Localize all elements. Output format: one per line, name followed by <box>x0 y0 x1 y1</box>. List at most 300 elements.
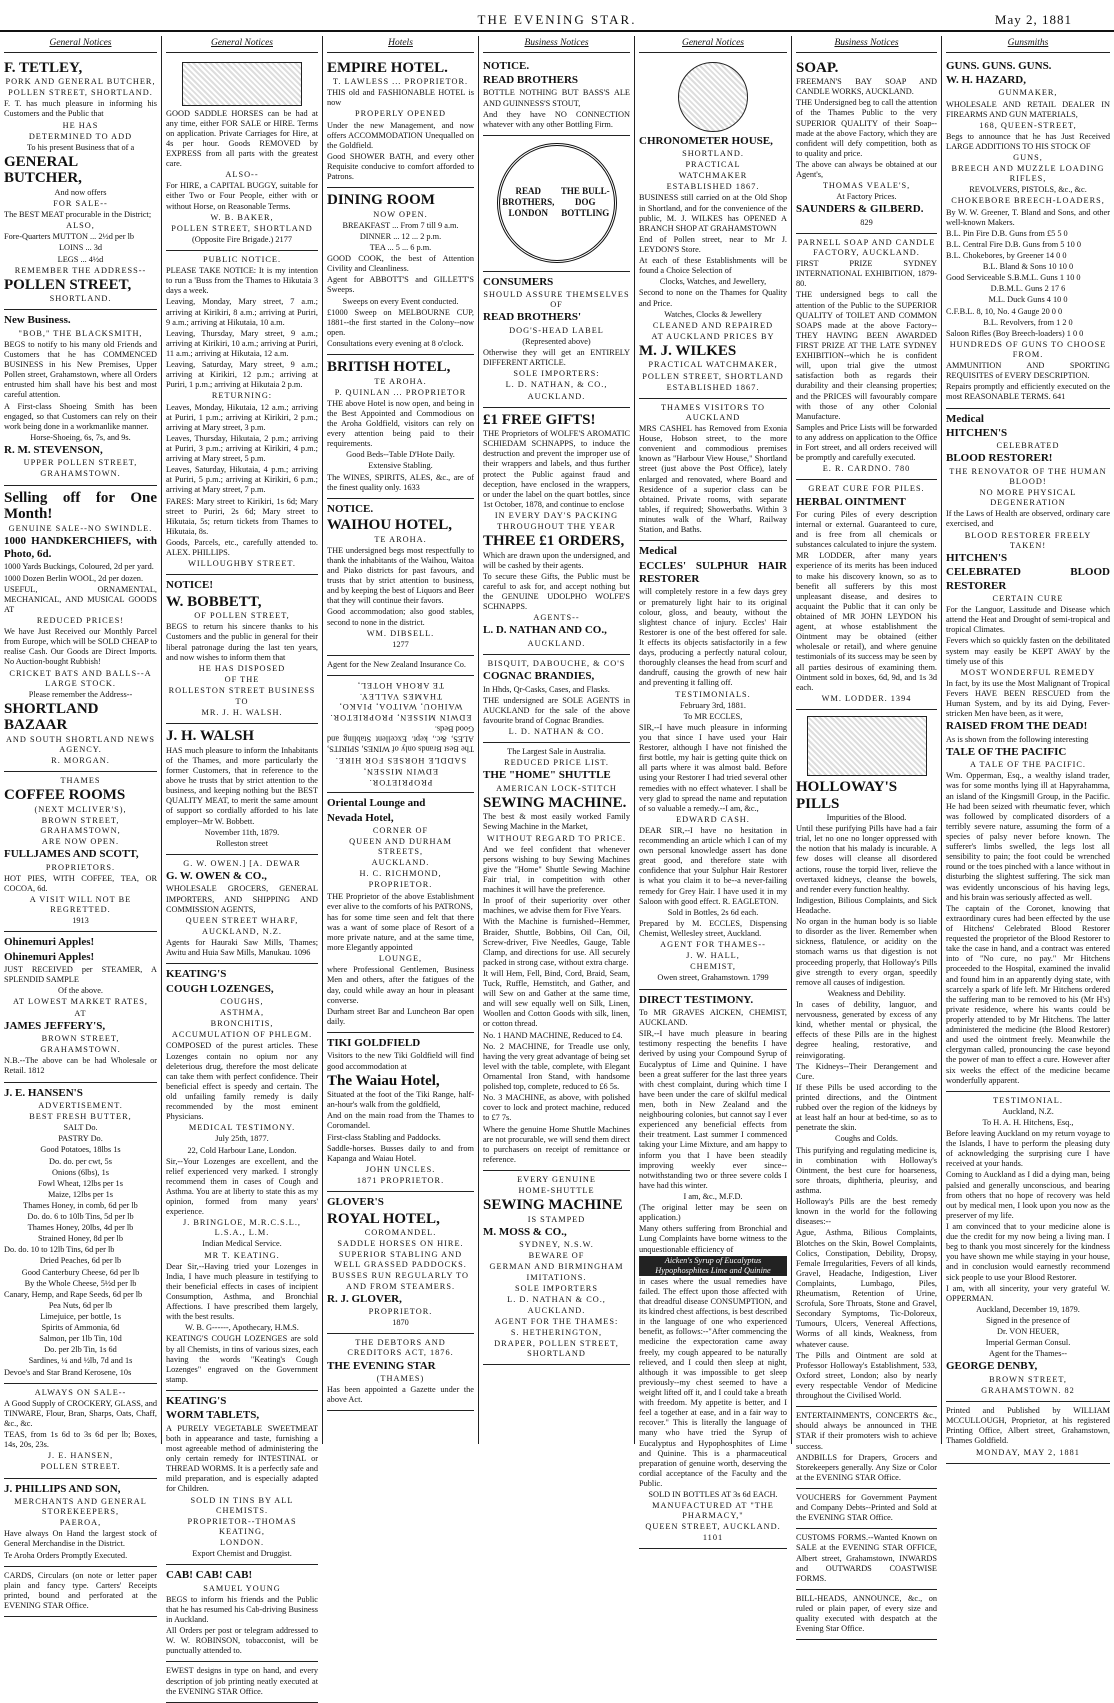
ad-text-line: TEAS, from 1s 6d to 3s 6d per lb; Boxes, 14s, 20s, 23s. <box>4 1430 157 1450</box>
advertisement-medical <box>639 541 787 989</box>
ad-text-line: BEST FRESH BUTTER, <box>29 1112 132 1122</box>
ad-text-line: GENERAL BUTCHER, <box>4 153 82 187</box>
advertisement-thames-visitors-to-auckland <box>639 399 787 541</box>
ad-text-line: The Waiau Hotel, <box>327 1072 440 1089</box>
advertisement-consumers <box>483 272 630 408</box>
ad-text-line: Spirits of Ammonia, 6d <box>41 1323 120 1333</box>
ad-text-line: PRACTICAL <box>685 160 741 170</box>
ad-text-line: R. M. STEVENSON, <box>4 443 103 456</box>
advertisement-british-hotel <box>327 355 474 499</box>
ad-text-line: Printed and Published by WILLIAM MCCULLOUGH, Proprietor, at his registered Printing Office, Albert street, Grahamstown, Thames Goldfield. <box>946 1406 1110 1446</box>
ad-text-line: THE "HOME" SHUTTLE <box>483 769 611 782</box>
ad-text-line: KEATING'S <box>166 968 227 981</box>
ad-text-line: End of Pollen street, near to Mr J. LEYDON'S Store. <box>639 234 787 254</box>
ad-text-line: COGNAC BRANDIES, <box>483 670 595 683</box>
ad-text-line: A Good Supply of CROCKERY, GLASS, and TINWARE, Flour, Bran, Sharps, Oats, Chaff, &c., &c. <box>4 1398 157 1429</box>
ad-text-line: HUNDREDS OF GUNS TO CHOOSE FROM. <box>949 339 1107 360</box>
ad-text-line: SHORTLAND. <box>682 148 744 158</box>
ad-text-line: To MR ECCLES, <box>683 711 743 721</box>
ad-text-line: CRICKET BATS AND BALLS--A LARGE STOCK. <box>9 668 152 688</box>
ad-text-line: GUNS. GUNS. GUNS. <box>946 59 1052 72</box>
ad-text-line: D.B.M.L. Guns 2 17 6 <box>990 284 1066 294</box>
ad-text-line: BLOOD RESTORER! <box>946 452 1053 465</box>
ad-text-line: CELEBRATED <box>996 441 1060 451</box>
ad-text-line: REMEMBER THE ADDRESS-- <box>14 265 147 275</box>
ad-text-line: Nevada Hotel, <box>327 811 394 824</box>
advertisement-every-genuine <box>483 1171 630 1365</box>
ad-text-line: DETERMINED TO ADD <box>28 131 133 141</box>
ad-text-line: ANDBILLS for Drapers, Grocers and Storekeepers generally. Any Size or Color at the EVENING STAR Office. <box>796 1452 937 1482</box>
ad-text-line: CHRONOMETER HOUSE, <box>639 134 773 147</box>
ad-text-line: The Kidneys--Their Derangement and Cure. <box>796 1061 937 1081</box>
ad-text-line: BEGS to inform his friends and the Public that he has resumed his Cab-driving Business in Auckland. <box>166 1594 318 1624</box>
ad-text-line: HE HAS <box>62 120 99 130</box>
ad-text-line: The captain of the Coronet, knowing that extraordinary cures had been effected by the use of Hitchens' Celebrated Blood Restorer requested the proprietor of the Blood Restorer to take the case in hand, and a contract was entered into of "No cure, no pay." Mr Hitchens proceeded to the Hospital, examined the invalid and found him in an apparently dying state, with scarcely a spark of life left. Mr Hitchens ordered the suffering man to be removed to his (Mr H's) private residence, where his wants could be properly attended to by Mr Hitchens. The latter administered the medicine (the Blood Restorer) and used the ointment freely. Meanwhile the clergyman called, pronouncing the case beyond the power of man to effect a cure. However after six weeks the effect of the medicine became wonderfully apparent. <box>946 903 1110 1085</box>
ad-text-line: 829 <box>860 217 873 227</box>
ad-text-line: G. W. OWEN & CO., <box>166 869 267 882</box>
ad-text-line: PROPRIETOR. <box>368 778 433 788</box>
ad-text-line: PROPERLY OPENED <box>354 109 447 119</box>
ad-text-line: 1000 Dozen Berlin WOOL, 2d per dozen. <box>4 573 144 583</box>
advertisement-ewest-designs-in-type-on-hand-an <box>166 1662 318 1702</box>
ad-text-line: THOMAS VEALE'S, <box>822 181 911 191</box>
advertisement-parnell-soap-and-candle-factory- <box>796 234 937 481</box>
ad-text-line: AT LOWEST MARKET RATES, <box>12 997 148 1007</box>
ad-text-line: NOW OPEN. <box>373 209 428 219</box>
ad-text-line: DRAPER, POLLEN STREET, SHORTLAND <box>494 1339 619 1359</box>
advertisement-g-w-owen-a-dewar <box>166 855 318 964</box>
ad-text-line: B.L. Pin Fire D.B. Guns from £5 5 0 <box>946 228 1068 238</box>
ad-text-line: BUSINESS still carried on at the Old Shop in Shortland, and for the convenience of the public, M. J. WILKES has OPENED A BRANCH SHOP AT GRAHAMSTOWN <box>639 193 787 233</box>
ad-text-line: NOTICE. <box>327 502 374 515</box>
advertisement-guns-guns-guns <box>946 56 1110 409</box>
advertisement-glover-s <box>327 1192 474 1334</box>
ad-text-line: In Hhds, Qr-Casks, Cases, and Flasks. <box>483 684 610 694</box>
ad-text-line: Selling off for One Month! <box>4 489 157 523</box>
ad-text-line: SUPERIOR STABLING AND WELL GRASSED PADDOCKS. <box>334 1250 467 1270</box>
ad-text-line: Pea Nuts, 6d per lb <box>48 1300 113 1310</box>
watch-face-illustration <box>678 62 748 132</box>
ad-text-line: MRS CASHEL has Removed from Exonia House, Hobson street, to the more convenient and commodious premises known as "Harbour View House," Shortland street (just above the Post Office), lately enlarged and renovated, where Board and Residence of a superior class can be obtained. Private rooms, with separate tables, if required; Showerbaths. Within 3 minutes walk of the Wharf, Railway Station, and Baths. <box>639 424 787 535</box>
ad-text-line: GRAHAMSTOWN. <box>40 469 121 479</box>
ad-text-line: BILL-HEADS, ANNOUNCE, &c., on ruled or plain paper, of every size and quality executed with despatch at the Evening Star Office. <box>796 1593 937 1634</box>
ad-text-line: Fowl Wheat, 12lbs per 1s <box>38 1178 123 1188</box>
ad-text-line: First-class Stabling and Paddocks. <box>327 1132 441 1142</box>
ad-text-line: BOTTLE NOTHING BUT BASS'S ALE AND GUINNESS'S STOUT, <box>483 88 630 108</box>
ad-text-line: ALWAYS ON SALE-- <box>34 1387 127 1397</box>
ad-text-line: For HIRE, a CAPITAL BUGGY, suitable for either Two or Four People, either with or without Horse, on Reasonable Terms. <box>166 181 318 211</box>
ad-text-line: T. LAWLESS ... PROPRIETOR. <box>332 77 469 87</box>
ad-text-line: CORNER OF <box>372 825 429 835</box>
column-general-notices-3 <box>635 38 791 1542</box>
advertisement-notice <box>327 499 474 656</box>
ad-text-line: PORK AND GENERAL BUTCHER, <box>5 77 156 87</box>
ad-text-line: OF THE <box>224 674 260 684</box>
ad-text-line: ARE NOW OPEN. <box>41 837 120 847</box>
ad-text-line: THE DEBTORS AND CREDITORS ACT, 1876. <box>347 1338 454 1358</box>
advertisement-tiki-goldfield <box>327 1033 474 1192</box>
ad-text-line: MR. J. H. WALSH. <box>201 708 283 718</box>
ad-text-line: FULLJAMES AND SCOTT, <box>4 848 139 861</box>
ad-text-line: Saddle-horses. Busses daily to and from Kapanga and Waiau Hotel. <box>327 1143 474 1163</box>
ad-text-line: THIS old and FASHIONABLE HOTEL is now <box>327 88 474 108</box>
ad-text-line: Clocks, Watches, and Jewellery, <box>659 277 767 287</box>
ad-text-line: Medical <box>946 412 984 425</box>
ad-text-line: HOT PIES, WITH COFFEE, TEA, OR COCOA, 6d. <box>4 873 157 893</box>
column-heading: Hotels <box>327 38 474 53</box>
advertisement-new-business <box>4 310 157 485</box>
ad-text-line: BROWN STREET, <box>41 1034 120 1044</box>
ad-text-line: GUNS, <box>1013 153 1043 163</box>
ad-text-line: BROWN STREET, <box>989 1374 1067 1384</box>
issue-date: May 2, 1881 <box>994 12 1072 27</box>
ad-text-line: SALT Do. <box>63 1123 98 1133</box>
ad-text-line: Leaving, Saturday, Mary street, 9 a.m.; arriving at Kirikiri, 12 p.m.; arriving at Puriri, 1 p.m.; arriving at Hikutaia 2 p.m. <box>166 360 318 390</box>
ad-text-line: AUCKLAND. <box>527 638 586 648</box>
ad-text-line: THE undersigned begs most respectfully to thank the inhabitants of the Waihou, Waitoa and Piako districts for past favours, and trusts that by strict attention to business, and by keeping the best of Liquors and Beer that they will continue their favors. <box>327 545 474 606</box>
ad-text-line: NOTICE. <box>483 59 530 72</box>
advertisement-selling-off-for-one-month <box>4 486 157 773</box>
ad-text-line: BEWARE OF <box>528 1251 585 1261</box>
ad-text-line: ROYAL HOTEL, <box>327 1210 440 1227</box>
advertisement-read-brothers-london <box>483 136 630 272</box>
ad-text-line: As is shown from the following interesting <box>946 734 1089 744</box>
ad-text-line: AUCKLAND. <box>371 858 430 868</box>
ad-text-line: The Best Brands only of WINES, SPIRITS, ALES, &c., kept. Excellent Stabling and Good Beds. <box>327 724 474 754</box>
ad-text-line: Wm. Opperman, Esq., a wealthy island trader, was for some months lying ill at Hapyrahamma, an island of the Kingsmill Group, in the Pacific. He had been seized with rheumatic fever, which was followed by complicated disorders of a terribly severe nature, assuming the form of a species of palsy never before known. The sufferer's limbs swelled, the legs lost all sensibility to pain; the foot could be wrenched round or the toes pinched with a lance without in disturbing the slightest suffering. The sick man was evidently unconscious of his having legs, and his brain was seriously affected as well. <box>946 771 1110 902</box>
ad-text-line: GERMAN AND BIRMINGHAM IMITATIONS. <box>489 1262 624 1282</box>
ad-text-line: This purifying and regulating medicine is, in combination with Holloway's Ointment, the best cure for hoarseness, sore throats, diphtheria, pleurisy, and asthma. <box>796 1145 937 1195</box>
ad-text-line: 22, Cold Harbour Lane, London. <box>187 1145 297 1155</box>
ad-text-line: HITCHEN'S <box>946 426 1008 439</box>
column-gunsmiths <box>942 38 1114 1457</box>
ad-text-line: SADDLE HORSES FOR HIRE. <box>334 755 467 765</box>
ad-text-line: Signed in the presence of <box>986 1316 1070 1326</box>
ad-text-line: THE undersigned are SOLE AGENTS in AUCKLAND for the sale of the above favourite brand of Cognac Brandies. <box>483 695 630 725</box>
ad-text-line: Begs to announce that he has Just Received LARGE ADDITIONS TO HIS STOCK OF <box>946 131 1110 151</box>
ad-text-line: Leaves, Thursday, Hikutaia, 2 p.m.; arriving at Puriri, 3 p.m.; arriving at Kirikiri, 4 p.m.; arriving at Mary street, 5 p.m. <box>166 433 318 464</box>
ad-text-line: 1870 <box>392 1318 409 1328</box>
ad-text-line: in cases where the usual remedies have failed. The effect upon those affected with that dreadful disease CONSUMPTION, and its kindred chest affections, is best described in the language of one who experienced benefit, as follows:--"After commencing the medicine the expectoration came away freely, my cough appeared to be naturally relieved, and I could then sleep at night, although it was impossible to get sleep previously--my chest seemed to have a weight lifted off it, and I could take a breath with freedom. My appetite is better, and I feel a together at ease, and in a fair way to recover." This is literally the language of many who have tried the Syrup of Eucalyptus and Hypophosphites of Lime and Quinine. This is a pharmaceutical preparation of genuine worth, deserving the cordial acceptance of the Faculty and the Public. <box>639 1276 787 1489</box>
ad-text-line: Watches, Clocks & Jewellery <box>664 309 762 319</box>
ad-text-line: EWEST designs in type on hand, and every description of job printing neatly executed at the EVENING STAR Office. <box>166 1666 318 1696</box>
advertisement-soap <box>796 56 937 234</box>
ad-text-line: THE above Hotel is now open, and being in the Best Appointed and Commodious on the Aroha Goldfield, visitors can rely on every attention being paid to their requirements. <box>327 398 474 449</box>
ad-text-line: CAB! CAB! CAB! <box>166 1569 253 1582</box>
ad-text-line: MR T. KEATING. <box>204 1250 280 1260</box>
ad-text-line: SOLD IN TINS BY ALL CHEMISTS. <box>190 1495 294 1515</box>
ad-text-line: S. HETHERINGTON, <box>510 1328 603 1338</box>
ad-text-line: WHOLESALE AND RETAIL DEALER IN FIREARMS AND GUN MATERIALS, <box>946 99 1110 119</box>
ad-text-line: CHOKEBORE BREECH-LOADERS, <box>951 196 1105 206</box>
ad-text-line: If these Pills be used according to the printed directions, and the Ointment rubbed over the region of the kidneys by at least half an hour at bed-time, so as to penetrate the skin. <box>796 1082 937 1133</box>
ad-text-line: In cases of debility, languor, and nervousness, generated by excess of any kind, whether mental or physical, the effects of these Pills are in the highest degree healing, restorative, and reinvigorating. <box>796 999 937 1060</box>
ad-text-line: I am, &c., M.F.D. <box>683 1191 743 1201</box>
column-general-notices-1 <box>0 38 161 1610</box>
ad-text-line: No. 3 MACHINE, as above, with polished cover to lock and protect machine, reduced to £7 7s. <box>483 1093 630 1123</box>
ad-text-line: NO MORE PHYSICAL DEGENERATION <box>979 488 1077 508</box>
ad-text-line: THE undersigned begs to call the attention of the Public to the SUPERIOR QUALITY of TOILET AND COMMON SOAPS made at the above Factory--THEY HAVING BEEN AWARDED FIRST PRIZE AT THE LATE SYDNEY EXHIBITION--which he is confident will, upon trial give the utmost satisfaction both as regards their durability and their cleansing properties; and the PRICES will favourably compare with those of any other Colonial Manufacture. <box>796 290 937 421</box>
ad-text-line: THE Proprietor of the above Establishment ever alive to the comforts of his PATRONS, <box>327 891 474 911</box>
ad-text-line: CARDS, Circulars (on note or letter paper plain and fancy type. Carters' Receipts printed, bound and perforated at the EVENING STAR Office. <box>4 1570 157 1610</box>
ad-text-line: F. T. has much pleasure in informing his Customers and the Public that <box>4 99 157 119</box>
ad-text-line: No. 2 MACHINE, for Treadle use only, having the very great advantage of being set level with the table, complete, with Elegant Ornamental Iron Stand, with handsome polished top, complete, reduced to £6 5s. <box>483 1041 630 1092</box>
ad-text-line: READ BROTHERS' <box>483 311 582 324</box>
ad-text-line: PUBLIC NOTICE. <box>202 255 282 264</box>
ad-text-line: "BOB," THE BLACKSMITH, <box>18 328 143 338</box>
advertisement-f-tetley <box>4 56 157 311</box>
ad-text-line: R. J. GLOVER, <box>327 1292 402 1305</box>
ad-text-line: AT <box>74 1008 87 1018</box>
ad-text-line: FOR SALE-- <box>53 198 108 208</box>
ad-text-line: POLLEN STREET, <box>4 276 132 293</box>
ad-text-line: Ohinemuri Apples! <box>4 950 95 963</box>
ad-text-line: AMERICAN LOCK-STITCH <box>496 783 617 793</box>
ad-text-line: Do. do. 6 to 10lb Tins, 5d per lb <box>27 1212 134 1222</box>
ad-text-line: No organ in the human body is so liable to disorder as the liver. Remember when sickness, flatulence, or acidity on the stomach warns us that digestion is not proceeding properly, that Holloway's Pills give strength to every organ, speedily remove all causes of indigestion. <box>796 917 937 987</box>
ad-text-line: CONSUMERS <box>483 275 554 288</box>
ad-text-line: HOLLOWAY'S PILLS <box>796 779 898 812</box>
advertisement-thames <box>4 772 157 932</box>
advertisement-keating-s <box>166 1391 318 1565</box>
advertisement-notice <box>483 56 630 136</box>
ad-text-line: WILLOUGHBY STREET. <box>188 559 296 569</box>
column-heading: Gunsmiths <box>946 38 1110 53</box>
ad-text-line: 1871 PROPRIETOR. <box>356 1176 445 1185</box>
ad-text-line: AND SOUTH SHORTLAND NEWS AGENCY. <box>5 734 156 755</box>
ad-text-line: GLOVER'S <box>327 1196 384 1209</box>
ad-text-line: Devoe's and Star Brand Kerosene, 10s <box>4 1367 132 1377</box>
seal-text: THE BULL-DOG BOTTLING <box>560 186 610 219</box>
ad-text-line: NOTICE! <box>166 579 214 592</box>
ad-text-line: WM. DIBSELL. <box>366 628 435 638</box>
ad-text-line: B.L. Bland & Sons 10 10 0 <box>982 262 1074 272</box>
ad-text-line: Auckland, N.Z. <box>1002 1106 1054 1116</box>
ad-text-line: BEGS to notify to his many old Friends and Customers that he has COMMENCED BUSINESS in his New Premises, Upper Pollen street, Grahamstown, where all Orders entrusted him shall have his best and most careful attention. <box>4 339 157 400</box>
ad-text-line: F. TETLEY, <box>4 59 83 76</box>
ad-text-line: TEA ... 5 ... 6 p.m. <box>369 243 432 252</box>
ad-text-line: N.B.--The above can be had Wholesale or Retail. 1812 <box>4 1056 157 1076</box>
ad-text-line: Sweeps on every Event conducted. <box>342 296 459 306</box>
ad-text-line: COFFEE ROOMS <box>4 787 126 804</box>
ad-text-line: With the Machine is furnished--Hemmer, Braider, Shuttle, Bobbins, Oil Can, Oil, Screw-driver, Five Needles, Gauge, Table Clamp, and directions for use. All securely packed in strong case, without extra charge. <box>483 917 630 967</box>
ad-text-line: £1000 Sweep on MELBOURNE CUP, 1881--the first started in the Colony--now open. <box>327 307 474 337</box>
ad-text-line: PROPRIETOR--THOMAS KEATING, <box>187 1516 297 1536</box>
ad-text-line: J. E. HANSEN'S <box>4 1086 83 1099</box>
ad-text-line: The Pills and Ointment are sold at Professor Holloway's Establishment, 533, Oxford street, London; also by nearly every respectable Vendor of Medicine throughout the Civilised World. <box>796 1350 937 1401</box>
ad-text-line: Agent for ABBOTT'S and GILLETT'S Sweeps. <box>327 275 474 295</box>
ad-text-line: Visitors to the new Tiki Goldfield will find good accommodation at <box>327 1051 474 1071</box>
ad-text-line: JAMES JEFFERY'S, <box>4 1019 106 1032</box>
ad-text-line: Otherwise they will get an ENTIRELY DIFFERENT ARTICLE. <box>483 348 630 368</box>
ad-text-line: WHOLESALE GROCERS, GENERAL IMPORTERS, AND SHIPPING AND COMMISSION AGENTS, <box>166 884 318 914</box>
ad-text-line: Ague, Asthma, Bilious Complaints, Blotches on the Skin, Bowel Complaints, Colics, Constipation, Debility, Dropsy, Female Irregularities, Fevers of all kinds, Gravel, Headache, Indigestion, Liver Complaints, Lumbago, Piles, Rheumatism, Retention of Urine, Scrofula, Sore Throats, Stone and Gravel, Secondary Symptoms, Tic-Doloreux, Tumours, Ulcers, Venereal Affections, Worms of all kinds, Weakness, from whatever cause. <box>796 1228 937 1349</box>
ad-text-line: Leaving, Monday, Mary street, 7 a.m.; arriving at Kirikiri, 8 a.m.; arriving at Puriri, 9 a.m.; arriving at Hikutaia, 10 a.m. <box>166 297 318 327</box>
advertisement-1-free-gifts <box>483 408 630 655</box>
ad-text-line: POLLEN STREET, SHORTLAND. <box>8 88 153 98</box>
ad-text-line: Dear Sir,--Having tried your Lozenges in India, I have much pleasure in testifying to their beneficial effects in cases of incipient Consumption, Asthma, and Bronchial Affections. I have prescribed them largely, with the best results. <box>166 1261 318 1322</box>
advertisement-entertainments-concerts-c-should <box>796 1407 937 1489</box>
ad-text-line: Fevers which so quickly fasten on the debilitated system may easily be KEPT AWAY by the timely use of this <box>946 636 1110 666</box>
ad-text-line: MANUFACTURED AT "THE PHARMACY," <box>652 1501 774 1521</box>
ad-text-line: REDUCED PRICES! <box>36 616 125 626</box>
masthead-rule <box>0 30 1114 32</box>
ad-text-line: GREAT CURE FOR PILES. <box>808 484 925 494</box>
advertisement-chronometer-house <box>639 56 787 399</box>
ad-text-line: Sir,--Your Lozenges are excellent, and the relief experienced very marked. I strongly recommend them in cases of Cough and Asthma. You are at liberty to state this as my opinion, formed from many years' experience. <box>166 1156 318 1217</box>
ad-text-line: W. B. BAKER, <box>210 212 274 222</box>
column-heading: Business Notices <box>483 38 630 53</box>
advertisement-testimonial <box>946 1092 1110 1402</box>
advertisement-agent-for-the-new-zealand-insura <box>327 656 474 676</box>
ad-text-line: Sold in Bottles, 2s 6d each. <box>667 907 759 917</box>
ad-text-line: G. W. OWEN.] [A. DEWAR <box>183 858 301 868</box>
ad-text-line: EDWIN MISSEN, <box>362 767 439 776</box>
ad-text-line: AUCKLAND, N.Z. <box>202 926 282 936</box>
ad-text-line: SYDNEY, N.S.W. <box>519 1240 594 1250</box>
ad-text-line: L. D. NATHAN AND CO., <box>483 624 607 637</box>
ad-text-line: DEAR SIR,--I have no hesitation in recommending an article which I can of my own personal knowledge assert has done great good, and therefore state with confidence that your Sulphur Hair Restorer is what you claim it to be--a never-failing remedy for Grey Hair. I have used it in my Saloon with good effect. R. EAGLETON. <box>639 825 787 906</box>
ad-text-line: Sardines, ¼ and ½lb, 7d and 1s <box>28 1356 133 1366</box>
ad-text-line: Limejuice, per bottle, 1s <box>40 1312 121 1322</box>
advertisement-the-debtors-and-creditors-act-18 <box>327 1334 474 1411</box>
ad-text-line: I am, with all sincerity, your very grateful W. OPPERMAN. <box>946 1283 1110 1303</box>
seal-text: READ BROTHERS, LONDON <box>502 186 555 219</box>
ad-text-line: Leaves, Monday, Hikutaia, 12 a.m.; arriving at Puriri, 1 p.m.; arriving at Kirikiri, 2 p.m.; arriving at Mary street, 3 p.m. <box>166 402 318 432</box>
advertisement-oriental-lounge-and <box>327 793 474 1033</box>
ad-text-line: Holloway's Pills are the best remedy known in the world for the following diseases:-- <box>796 1197 937 1227</box>
ad-text-line: If the Laws of Health are observed, ordinary care exercised, and <box>946 509 1110 529</box>
ad-text-line: SEWING MACHINE <box>483 1197 623 1214</box>
advertisement-j-e-hansen-s <box>4 1083 157 1384</box>
ad-text-line: Leaves, Saturday, Hikutaia, 4 p.m.; arriving at Puriri, 5 p.m.; arriving at Kirikiri, 6 p.m.; arriving at Mary street, 7 p.m. <box>166 465 318 495</box>
ad-text-line: PROPRIETORS. <box>45 862 116 872</box>
ad-text-line: SADDLE HORSES ON HIRE. <box>337 1239 464 1249</box>
ad-text-line: DINNER ... 12 ... 2 p.m. <box>359 231 442 241</box>
ad-text-line: E. R. CARDNO. 780 <box>822 464 911 474</box>
advertisement-medical <box>946 409 1110 1092</box>
ad-text-line: SOLE IMPORTERS <box>515 1283 598 1293</box>
ad-text-line: A First-class Shoeing Smith has been engaged, so that Customers can rely on their work being done in a workmanlike manner. <box>4 401 157 431</box>
ad-text-line: CUSTOMS FORMS.--Wanted Known on SALE at the EVENING STAR OFFICE, Albert street, Grahamstown, INWARDS and OUTWARDS COASTWISE FORMS. <box>796 1533 937 1583</box>
ad-text-line: Export Chemist and Druggist. <box>192 1549 292 1559</box>
ad-text-line: Coughs and Colds. <box>835 1134 898 1144</box>
masthead <box>0 0 1114 34</box>
ad-text-line: QUEEN STREET, AUCKLAND. 1101 <box>645 1522 781 1542</box>
ad-text-line: GUNMAKER, <box>998 88 1058 98</box>
column-heading: General Notices <box>166 38 318 53</box>
ad-text-line: ESTABLISHED 1867. <box>666 182 760 192</box>
column-hotels <box>323 38 478 1443</box>
advertisement-direct-testimony <box>639 990 787 1549</box>
ad-text-line: ACCUMULATION OF PHLEGM. <box>171 1030 313 1040</box>
ad-text-line: M.L. Duck Guns 4 10 0 <box>988 295 1068 305</box>
ad-text-line: Agent for the New Zealand Insurance Co. <box>327 659 466 669</box>
ad-text-line: Coming to Auckland as I did a dying man, being palsied and generally unconscious, and bearing from others that no hope of recovery was held out by medical men, I look upon you now as the preserver of my life. <box>946 1170 1110 1220</box>
ad-text-line: ADVERTISEMENT. <box>38 1100 123 1110</box>
ad-text-line: Te Aroha Orders Promptly Executed. <box>4 1550 128 1560</box>
ad-text-line: Indigestion, Bilious Complaints, and Sick Headache. <box>796 895 937 915</box>
ad-text-line: KEATING'S <box>166 1395 227 1408</box>
ad-text-line: PARNELL SOAP AND CANDLE FACTORY, AUCKLAND. <box>797 237 936 258</box>
ad-text-line: MONDAY, MAY 2, 1881 <box>976 1447 1080 1457</box>
ad-text-line: HOME-SHUTTLE <box>518 1186 595 1196</box>
ad-text-line: B.L. Revolvers, from 1 2 0 <box>983 317 1073 327</box>
ad-text-line: Do. per 2lb Tin, 1s 6d <box>44 1345 117 1355</box>
ad-text-line: Thames Honey, 20lbs, 4d per lb <box>27 1223 134 1233</box>
ad-text-line: Ohinemuri Apples! <box>4 936 95 949</box>
advertisement-printed-and-published-by-william <box>946 1402 1110 1464</box>
ad-text-line: Maize, 12lbs per 1s <box>48 1189 113 1199</box>
ad-text-line: ESTABLISHED 1867. <box>666 382 760 392</box>
ad-text-line: R. MORGAN. <box>51 756 110 766</box>
ad-text-line: Extensive Stabling. <box>368 461 433 471</box>
ad-text-line: Good Serviceable S.B.M.L. Guns 1 10 0 <box>946 273 1081 283</box>
advertisement-cab-cab-cab <box>166 1565 318 1662</box>
advertisement-holloway-s-pills <box>796 710 937 1407</box>
ad-text-line: W. BOBBETT, <box>166 593 262 610</box>
ad-text-line: AGENTS-- <box>533 613 580 623</box>
ad-text-line: Good Potatoes, 18lbs 1s <box>40 1145 121 1155</box>
column-business-notices-1 <box>479 38 634 1443</box>
ad-text-line: QUEEN STREET WHARF, <box>185 915 299 925</box>
ad-text-line: (NEXT MCLIVER'S), <box>34 804 127 814</box>
ad-text-line: ECCLES' SULPHUR HAIR RESTORER <box>639 559 787 586</box>
ad-text-line: Durham street Bar and Luncheon Bar open daily. <box>327 1006 474 1026</box>
ad-text-line: SEWING MACHINE. <box>483 794 627 811</box>
ad-text-line: M. MOSS & CO., <box>483 1225 567 1238</box>
ad-text-line: IN EVERY DAY'S PACKING <box>494 511 619 520</box>
ad-text-line: OF POLLEN STREET, <box>194 611 290 621</box>
ad-text-line: Weakness and Debility. <box>827 988 906 998</box>
ad-text-line: THE Proprietors of WOLFE'S AROMATIC SCHIEDAM SCHNAPPS, to induce the destruction and prevent the improper use of their wrappers and labels, and thus further protect the Public against fraud and deception, have enclosed in the wrappers, or under the label on the quart bottles, since 1st October, 1878, and continue to enclose <box>483 429 630 509</box>
ad-text-line: TE AROHA. <box>374 534 427 544</box>
ad-text-line: AUCKLAND. <box>527 391 586 401</box>
ad-text-line: HE HAS DISPOSED <box>198 663 286 673</box>
ad-text-line: Imperial German Consul. <box>985 1338 1071 1348</box>
ad-text-line: EMPIRE HOTEL. <box>327 59 448 76</box>
ad-text-line: LEGS ... 4½d <box>57 254 104 264</box>
ad-text-line: BROWN STREET, GRAHAMSTOWN, <box>40 815 121 836</box>
ad-text-line: Where the genuine Home Shuttle Machines are not procurable, we will send them direct to purchasers on receipt of remittance or reference. <box>483 1124 630 1164</box>
ad-text-line: Prepared by M. ECCLES, Dispensing Chemist, Wellesley street, Auckland. <box>639 918 787 939</box>
newspaper-title: THE EVENING STAR. <box>477 12 637 27</box>
ad-text-line: Leaving, Thursday, Mary street, 9 a.m.; arriving at Kirikiri, 10 a.m.; arriving at Puriri, 11 a.m.; arriving at Hikutaia, 12 a.m. <box>166 328 318 358</box>
ad-text-line: GOOD COOK, the best of Attention Civility and Cleanliness. <box>327 254 474 274</box>
ad-text-line: J. H. WALSH <box>166 728 255 745</box>
ad-text-line: Thames Honey, in comb, 6d per lb <box>23 1200 138 1210</box>
ad-text-line: (THAMES) <box>376 1373 425 1383</box>
ad-text-line: THE Undersigned beg to call the attention of the Thames Public to the very SUPERIOR QUALITY of their Soap--made at the above Factory, which they are confident will defy competition, both as to quality and price. <box>796 98 937 158</box>
ad-text-line: EVERY GENUINE <box>517 1175 596 1185</box>
ad-text-line: SOLD IN BOTTLES AT 3s 6d EACH. <box>648 1490 778 1500</box>
ad-text-line: LONDON. <box>219 1538 265 1548</box>
ad-text-line: IS STAMPED <box>527 1214 586 1224</box>
ad-text-line: Under the new Management, and now offers ACCOMMODATION Unequalled on the Goldfield. <box>327 120 474 150</box>
ad-text-line: November 11th, 1879. <box>204 827 280 837</box>
ad-text-line: TE AROHA HOTEL, <box>356 681 445 691</box>
ad-text-line: Please remember the Address-- <box>28 689 133 699</box>
ad-text-line: (Represented above) <box>522 336 591 346</box>
ad-text-line: Good Canterbury Cheese, 6d per lb <box>21 1267 140 1277</box>
ad-text-line: Impurities of the Blood. <box>826 813 907 823</box>
ad-text-line: QUEEN AND DURHAM STREETS, <box>349 837 452 857</box>
ad-text-line: (The original letter may be seen on application.) <box>639 1203 787 1223</box>
ad-text-line: TESTIMONIAL. <box>993 1095 1063 1105</box>
ad-text-line: SAUNDERS & GILBERD. <box>796 203 924 216</box>
ad-text-line: 1277 <box>392 639 409 649</box>
advertisement-bisquit-dabouche-co-s <box>483 655 630 743</box>
